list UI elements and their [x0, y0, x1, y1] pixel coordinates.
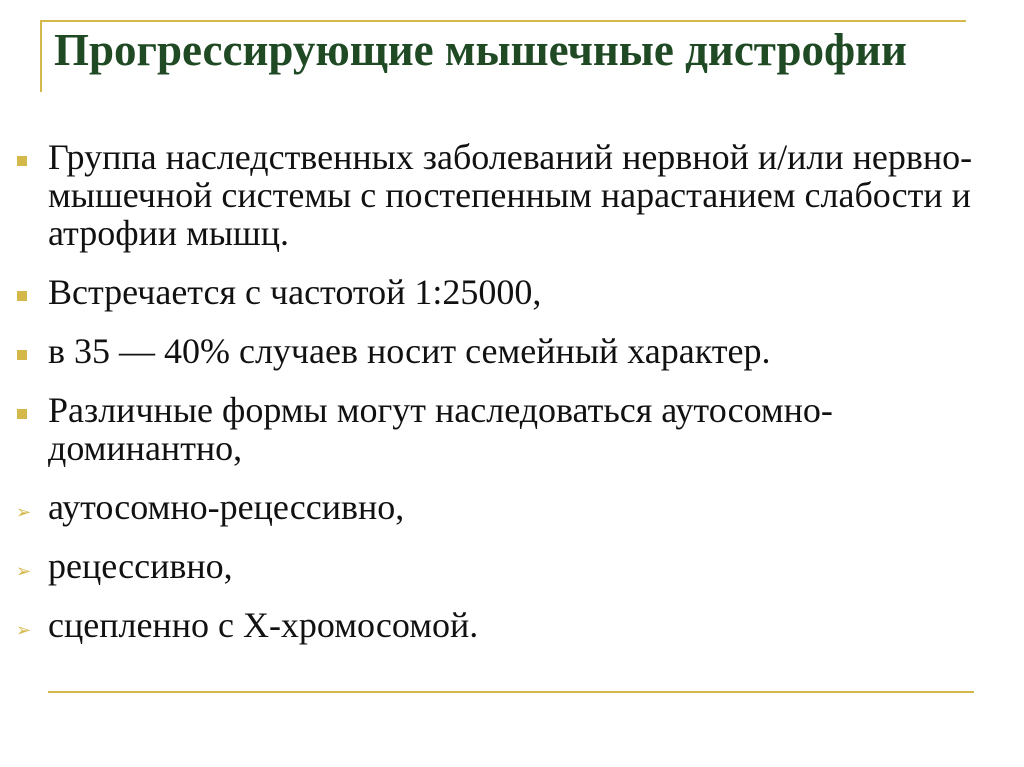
- square-bullet-icon: [17, 291, 27, 301]
- slide-title: Прогрессирующие мышечные дистрофии: [54, 25, 907, 75]
- list-item-text: Группа наследственных заболеваний нервной и/или нервно-мышечной системы с постепенным нарастанием слабости и атрофии мышц.: [48, 137, 973, 253]
- bottom-divider: [48, 691, 974, 693]
- list-item-text: аутосомно-рецессивно,: [48, 487, 405, 527]
- list-item-text: Различные формы могут наследоваться аутосомно-доминантно,: [48, 390, 833, 468]
- list-item: [0, 547, 1024, 585]
- square-bullet-icon: [17, 350, 27, 360]
- arrow-bullet-icon: ➢: [16, 502, 32, 523]
- left-divider: [40, 20, 42, 92]
- arrow-bullet-icon: ➢: [16, 620, 32, 641]
- list-item: [0, 606, 1024, 644]
- square-bullet-icon: [17, 156, 27, 166]
- list-item-text: сцепленно с Х-хромосомой.: [48, 605, 479, 645]
- arrow-bullet-icon: ➢: [16, 561, 32, 582]
- list-item: [0, 273, 1024, 311]
- list-item: [0, 391, 1024, 467]
- list-item-text: в 35 — 40% случаев носит семейный характер.: [48, 331, 771, 371]
- bullet-list: [0, 138, 1024, 665]
- list-item-text: Встречается с частотой 1:25000,: [48, 272, 542, 312]
- list-item: [0, 488, 1024, 526]
- square-bullet-icon: [17, 409, 27, 419]
- list-item: [0, 138, 1024, 252]
- list-item: [0, 332, 1024, 370]
- list-item-text: рецессивно,: [48, 546, 233, 586]
